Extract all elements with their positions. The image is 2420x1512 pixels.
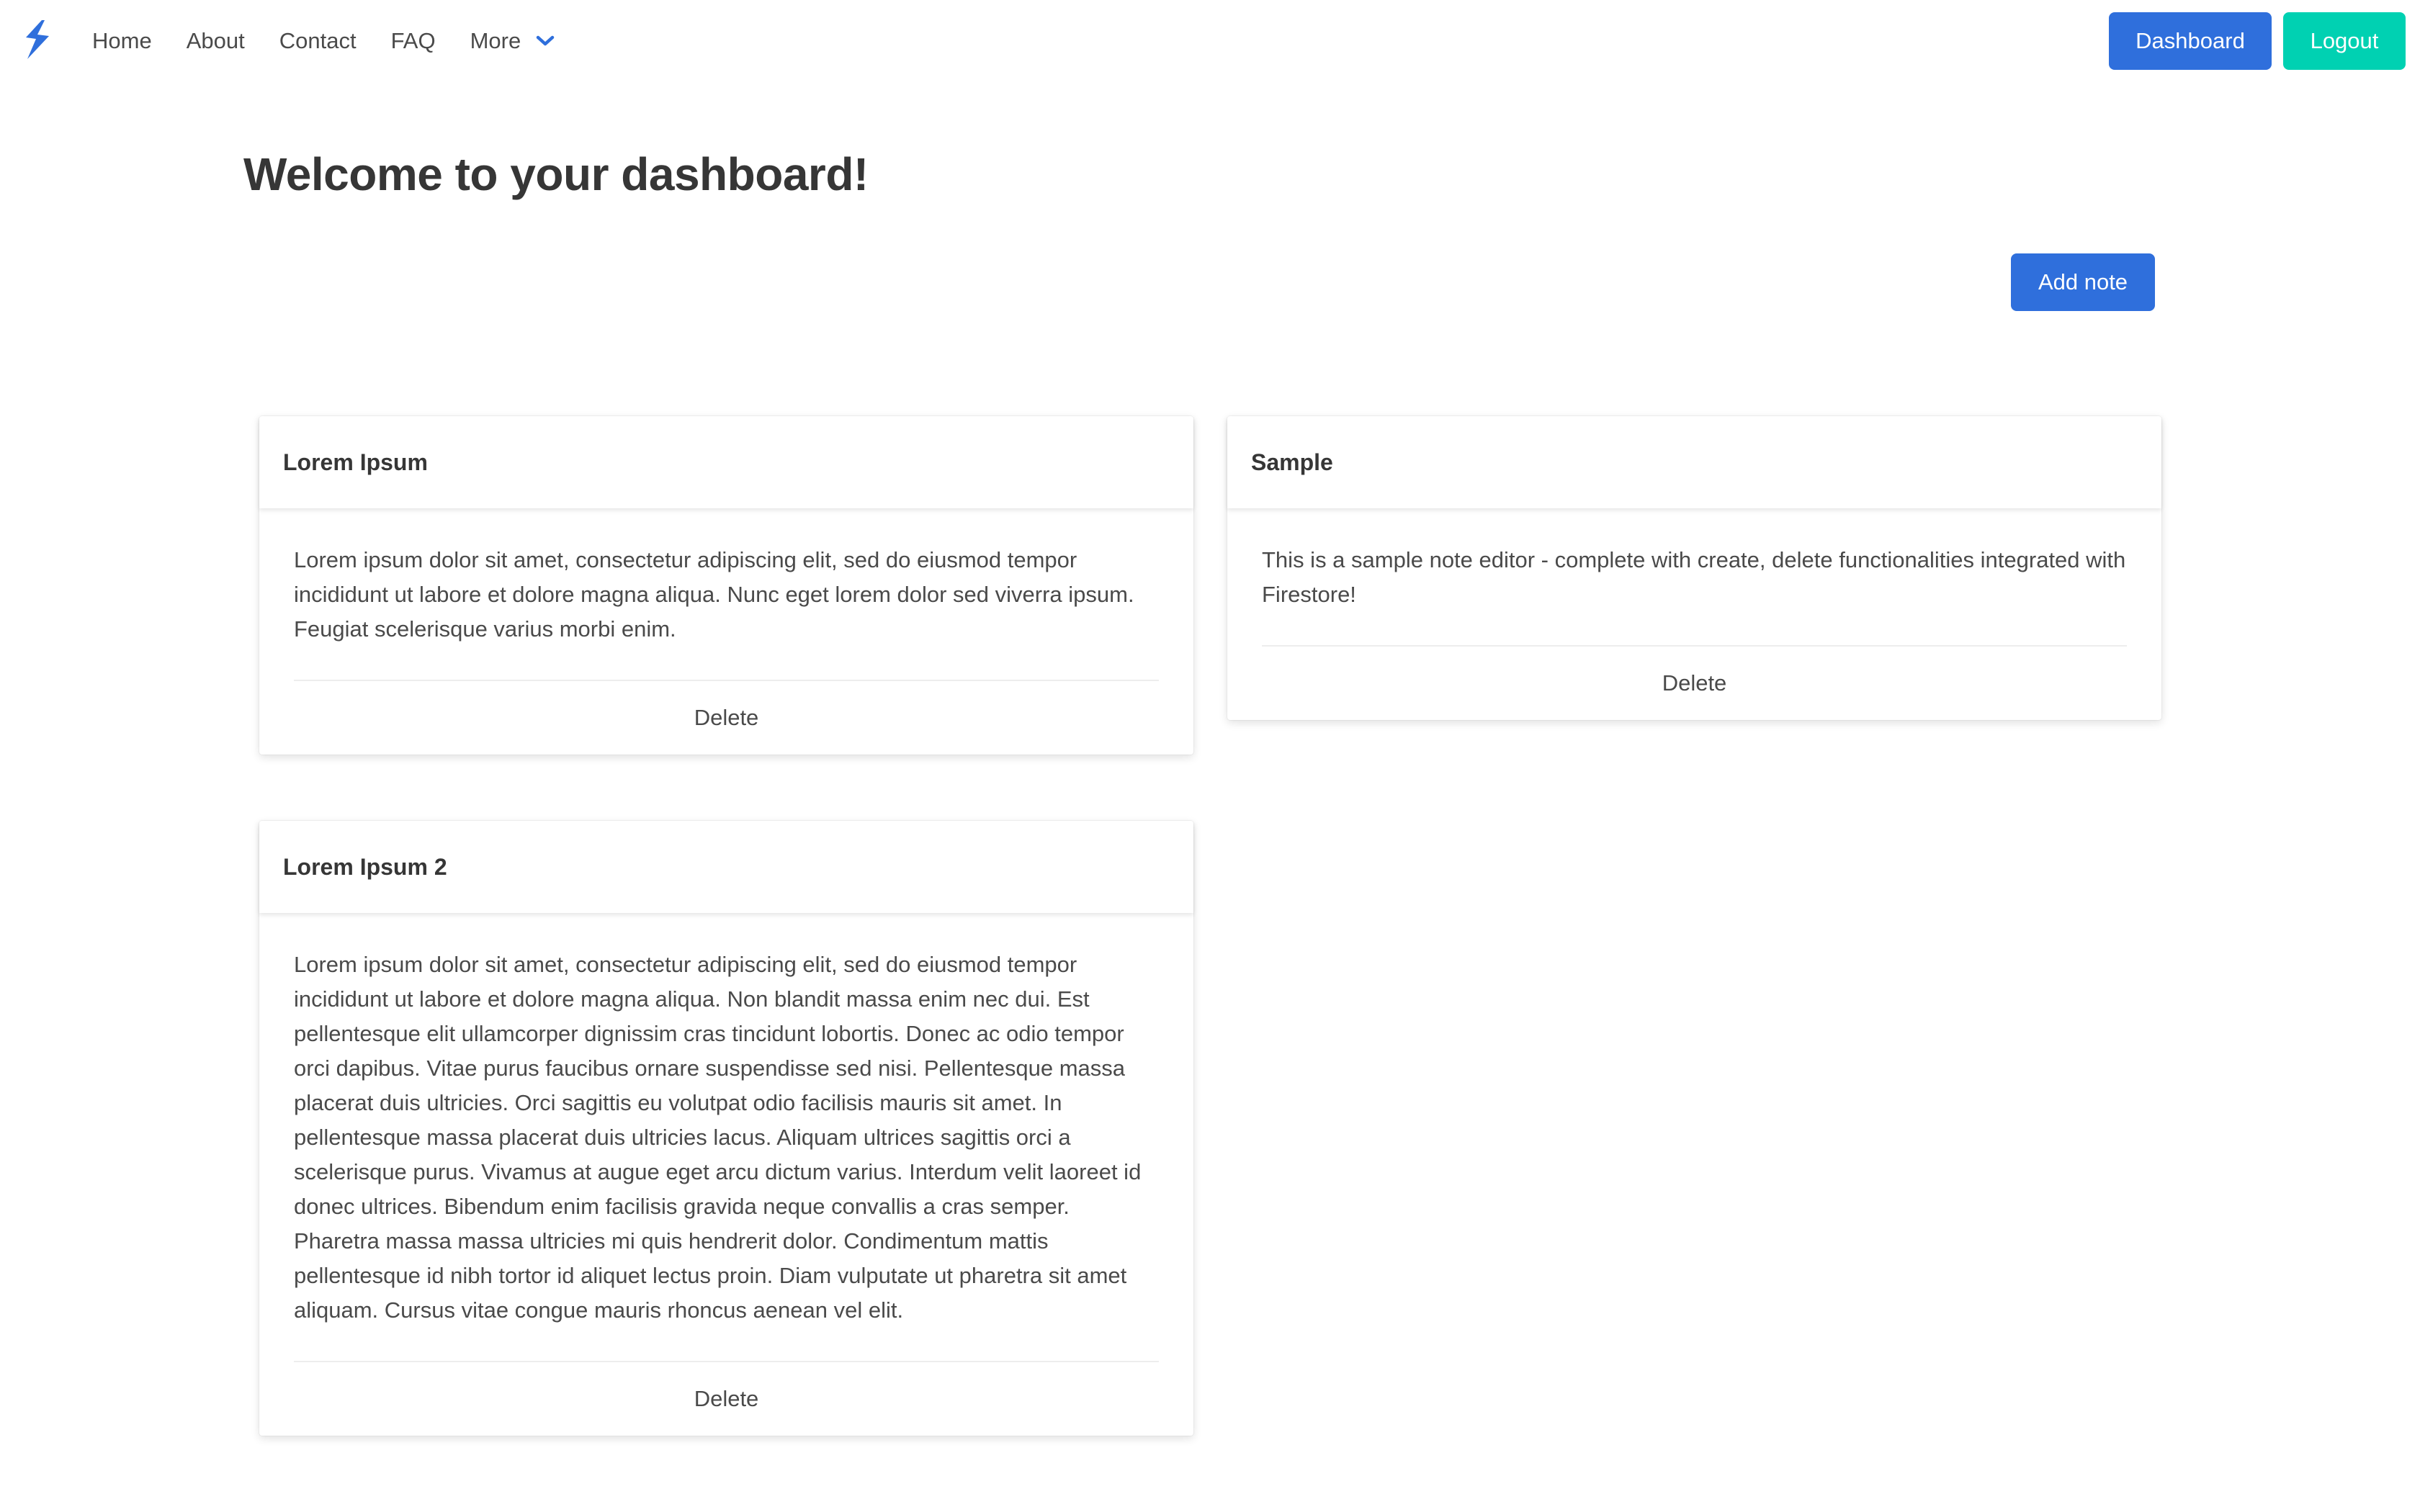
nav-links — [92, 0, 590, 81]
note-card — [259, 821, 1193, 1436]
nav-more-dropdown[interactable] — [470, 28, 556, 54]
note-card-title: Lorem Ipsum 2 — [259, 821, 1193, 913]
note-card-content — [259, 508, 1193, 755]
nav-home-link[interactable]: Home — [92, 27, 152, 53]
add-note-button[interactable]: Add note — [2011, 253, 2155, 311]
nav-faq-link[interactable]: FAQ — [390, 27, 436, 53]
note-card — [1227, 416, 2161, 720]
chevron-down-icon — [535, 35, 555, 48]
note-card-body: Lorem ipsum dolor sit amet, consectetur adipiscing elit, sed do eiusmod tempor incididunt ut labore et dolore magna aliqua. Non blandit massa enim nec dui. Est pellentesque elit ullamcorper dignissim cras tincidunt lobortis. Donec ac odio tempor orci dapibus. Vitae purus faucibus ornare suspendisse sed nisi. Pellentesque massa placerat duis ultricies. Orci sagittis eu volutpat odio facilisis mauris sit amet. In pellentesque massa placerat duis ultricies lacus. Aliquam ultrices sagittis orci a scelerisque purus. Vivamus at augue eget arcu dictum varius. Interdum velit laoreet id donec ultrices. Bibendum enim facilisis gravida neque convallis a cras semper. Pharetra massa massa ultricies mi quis hendrerit dolor. Condimentum mattis pellentesque id nibh tortor id aliquet lectus proin. Diam vulputate ut pharetra sit amet aliquam. Cursus vitae congue mauris rhoncus aenean vel elit. — [294, 952, 1142, 1323]
note-card-content — [1227, 508, 2161, 720]
note-card-title: Sample — [1227, 416, 2161, 508]
delete-note-button[interactable]: Delete — [294, 680, 1159, 755]
lightning-bolt-icon[interactable] — [20, 19, 53, 60]
logout-button[interactable]: Logout — [2283, 12, 2406, 70]
dashboard-button[interactable]: Dashboard — [2109, 12, 2272, 70]
note-card-body: Lorem ipsum dolor sit amet, consectetur adipiscing elit, sed do eiusmod tempor incididunt ut labore et dolore magna aliqua. Nunc eget lorem dolor sed viverra ipsum. Feugiat scelerisque varius morbi enim. — [294, 547, 1134, 642]
nav-about-link[interactable]: About — [186, 27, 245, 53]
nav-contact-link[interactable]: Contact — [279, 27, 357, 53]
delete-note-button[interactable]: Delete — [1262, 645, 2127, 720]
nav-more-label: More — [470, 27, 521, 53]
note-card-title: Lorem Ipsum — [259, 416, 1193, 508]
page-title: Welcome to your dashboard! — [243, 148, 869, 200]
nav-buttons — [2109, 12, 2406, 70]
note-card-content — [259, 913, 1193, 1436]
top-navbar — [0, 0, 2420, 81]
note-card — [259, 416, 1193, 755]
note-card-body: This is a sample note editor - complete with create, delete functionalities integrated with Firestore! — [1262, 547, 2126, 607]
delete-note-button[interactable]: Delete — [294, 1361, 1159, 1436]
